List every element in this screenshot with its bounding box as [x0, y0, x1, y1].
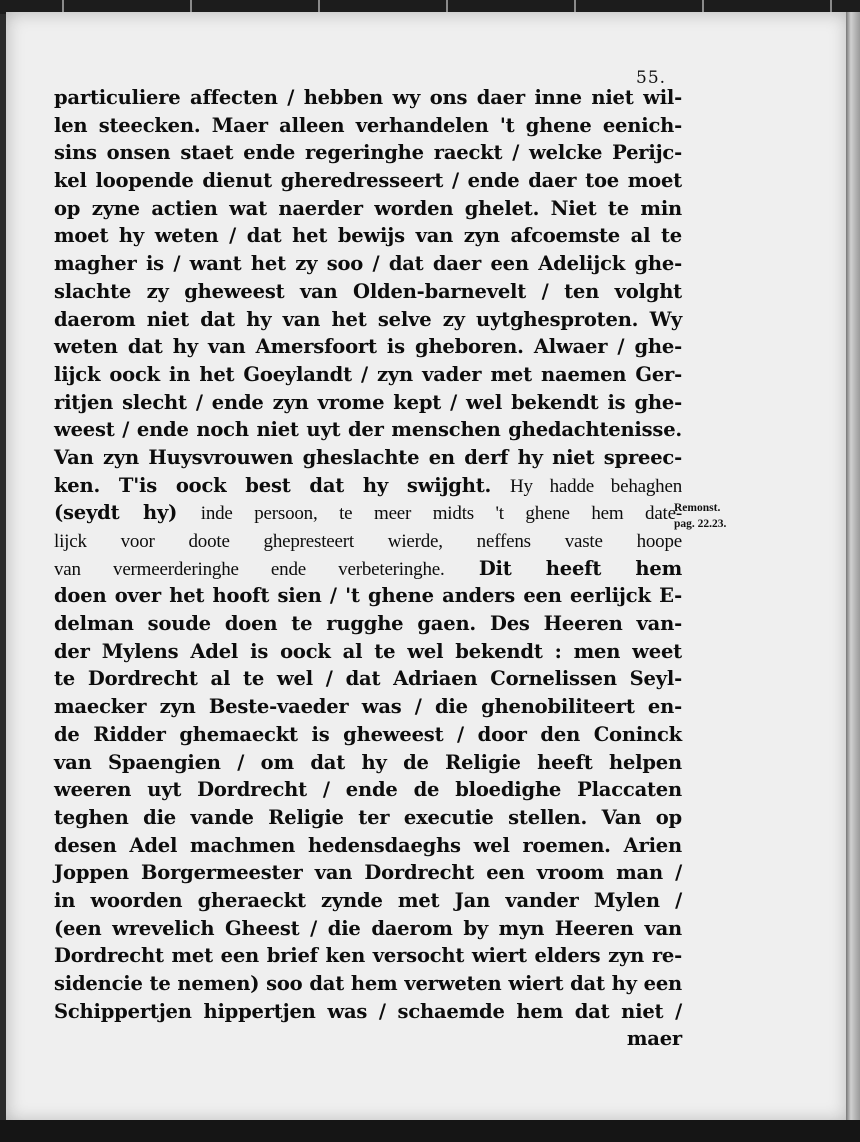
text-line — [54, 416, 682, 444]
blackletter-text: weest / ende noch niet uyt der menschen ghedachtenisse. — [54, 418, 682, 442]
text-line — [54, 1025, 682, 1053]
text-line — [54, 915, 682, 943]
text-line — [54, 776, 682, 804]
blackletter-text: op zyne actien wat naerder worden ghelet. Niet te min — [54, 196, 682, 220]
blackletter-text: teghen die vande Religie ter executie stellen. Van op — [54, 805, 682, 829]
page-right-edge — [846, 12, 860, 1122]
text-line — [54, 638, 682, 666]
text-line — [54, 112, 682, 140]
text-line — [54, 887, 682, 915]
blackletter-text: Dordrecht met een brief ken versocht wiert elders zyn re- — [54, 944, 682, 968]
blackletter-text: desen Adel machmen hedensdaeghs wel roemen. Arien — [54, 833, 682, 857]
text-line — [54, 195, 682, 223]
blackletter-text: weeren uyt Dordrecht / ende de bloedighe Placcaten — [54, 778, 682, 802]
scan-bottom-edge — [0, 1120, 860, 1142]
blackletter-text: daerom niet dat hy van het selve zy uytghesproten. Wy — [54, 307, 682, 331]
blackletter-text: doen over het hooft sien / 't ghene anders een eerlijck E- — [54, 584, 682, 608]
roman-text: inde persoon, te meer midts 't ghene hem date- — [200, 503, 682, 525]
roman-text: lijck voor doote ghepresteert wierde, neffens vaste hoope — [54, 531, 682, 552]
blackletter-text: Schippertjen hippertjen was / schaemde hem dat niet / — [54, 999, 682, 1023]
blackletter-text: weten dat hy van Amersfoort is gheboren. Alwaer / ghe- — [54, 335, 682, 359]
text-line — [54, 749, 682, 777]
text-line — [54, 665, 682, 693]
text-line — [54, 555, 682, 583]
text-line — [54, 721, 682, 749]
blackletter-text: der Mylens Adel is oock al te wel bekendt : men weet — [54, 639, 682, 663]
text-line — [54, 444, 682, 472]
text-line — [54, 250, 682, 278]
blackletter-text: sins onsen staet ende regeringhe raeckt / welcke Perijc- — [54, 141, 682, 165]
text-line — [54, 389, 682, 417]
text-line — [54, 998, 682, 1026]
blackletter-text: delman soude doen te rugghe gaen. Des Heeren van- — [54, 612, 682, 636]
text-line — [54, 84, 682, 112]
blackletter-text: van Spaengien / om dat hy de Religie heeft helpen — [54, 750, 682, 774]
blackletter-text: magher is / want het zy soo / dat daer een Adelijck ghe- — [54, 252, 682, 276]
blackletter-text: (seydt hy) — [54, 501, 178, 525]
blackletter-text: kel loopende dienut gheredresseert / ende daer toe moet — [54, 169, 682, 193]
text-line — [54, 610, 682, 638]
blackletter-text: Joppen Borgermeester van Dordrecht een vroom man / — [54, 861, 682, 885]
blackletter-text: te Dordrecht al te wel / dat Adriaen Cornelissen Seyl- — [54, 667, 682, 691]
blackletter-text: len steecken. Maer alleen verhandelen 't ghene eenich- — [54, 113, 682, 137]
blackletter-text: particuliere affecten / hebben wy ons daer inne niet wil- — [54, 86, 682, 109]
text-line — [54, 804, 682, 832]
text-line — [54, 693, 682, 721]
text-line — [54, 167, 682, 195]
blackletter-text: Van zyn Huysvrouwen gheslachte en derf hy niet spreec- — [54, 445, 682, 469]
margin-note — [674, 500, 726, 532]
blackletter-text: (een wrevelich Gheest / die daerom by myn Heeren van — [54, 916, 682, 940]
text-line — [54, 499, 682, 527]
roman-text: van vermeerderinghe ende verbeteringhe. — [54, 558, 445, 580]
blackletter-text: Dit heeft hem — [478, 556, 682, 580]
page-number: 55. — [636, 68, 667, 88]
text-line — [54, 361, 682, 389]
text-line — [54, 832, 682, 860]
blackletter-text: sidencie te nemen) soo dat hem verweten wiert dat hy een — [54, 972, 682, 995]
text-line — [54, 582, 682, 610]
blackletter-text: ken. T'is oock best dat hy swijght. — [54, 473, 492, 497]
text-line — [54, 306, 682, 334]
blackletter-text: maer — [626, 1027, 682, 1051]
blackletter-text: in woorden gheraeckt zynde met Jan vander Mylen / — [54, 888, 682, 912]
blackletter-text: ritjen slecht / ende zyn vrome kept / wel bekendt is ghe- — [54, 390, 682, 414]
margin-note-line: pag. 22.23. — [674, 518, 727, 530]
text-line — [54, 859, 682, 887]
text-line — [54, 333, 682, 361]
text-line — [54, 278, 682, 306]
blackletter-text: lijck oock in het Goeylandt / zyn vader met naemen Ger- — [54, 362, 682, 386]
margin-note-line: Remonst. — [674, 502, 721, 514]
text-line — [54, 472, 682, 500]
body-text — [54, 84, 682, 1053]
blackletter-text: de Ridder ghemaeckt is gheweest / door den Coninck — [54, 722, 682, 746]
text-line — [54, 970, 682, 998]
text-line — [54, 942, 682, 970]
text-line — [54, 527, 682, 555]
blackletter-text: moet hy weten / dat het bewijs van zyn afcoemste al te — [54, 224, 682, 248]
blackletter-text: maecker zyn Beste-vaeder was / die ghenobiliteert en- — [54, 695, 682, 719]
roman-text: Hy hadde behaghen — [509, 475, 682, 497]
blackletter-text: slachte zy gheweest van Olden-barnevelt / ten volght — [54, 279, 682, 303]
text-line — [54, 139, 682, 167]
text-line — [54, 222, 682, 250]
